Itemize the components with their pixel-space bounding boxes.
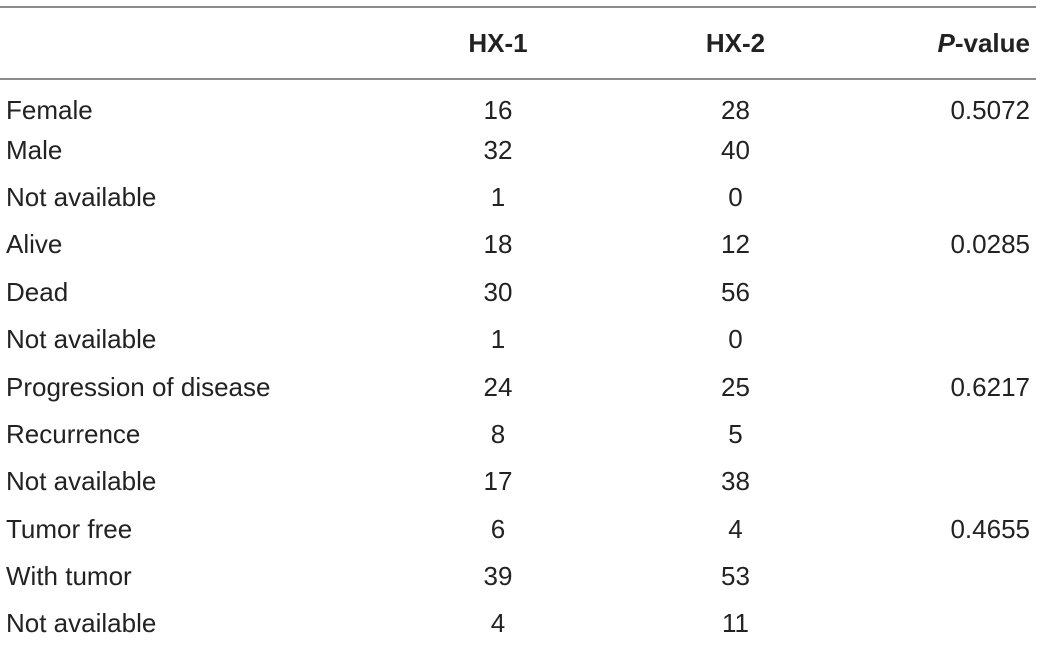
table-body: [0, 79, 1036, 648]
row-p-value: 0.4655: [950, 513, 1030, 544]
header-label: [0, 7, 378, 79]
row-p-value: [853, 174, 1036, 221]
row-hx1-value: 16: [483, 94, 513, 125]
row-hx1-value: 4: [490, 608, 506, 639]
table-row: [0, 600, 1036, 647]
row-hx1-value: 24: [483, 371, 513, 402]
row-p-value: 0.0285: [950, 229, 1030, 260]
row-hx2-value: 5: [728, 418, 743, 449]
table-row: [0, 174, 1036, 221]
row-hx1-value: 17: [483, 466, 513, 497]
row-p-value: 0.6217: [950, 371, 1030, 402]
row-hx2-value: 0: [728, 324, 743, 355]
row-label: Recurrence: [6, 418, 141, 449]
row-label: Tumor free: [6, 513, 133, 544]
row-hx2-value: 11: [722, 608, 749, 639]
row-label: Male: [6, 134, 63, 165]
row-label: Not available: [6, 608, 157, 639]
row-hx2-value: 40: [721, 134, 750, 165]
table-row: [0, 411, 1036, 458]
table-row: [0, 79, 1036, 126]
row-p-value: [853, 126, 1036, 173]
row-hx2-value: 4: [728, 513, 743, 544]
row-hx1-value: 18: [483, 229, 513, 260]
table-row: [0, 126, 1036, 173]
row-label: Not available: [6, 181, 157, 212]
table-row: [0, 553, 1036, 600]
table-row: [0, 506, 1036, 553]
row-p-value: [853, 458, 1036, 505]
header-p-rest: -value: [954, 27, 1030, 58]
row-label: Female: [6, 94, 93, 125]
row-hx2-value: 38: [721, 466, 750, 497]
header-p-italic: P: [937, 27, 955, 58]
table-row: [0, 458, 1036, 505]
table-row: [0, 363, 1036, 410]
row-label: Not available: [6, 466, 157, 497]
row-label: Progression of disease: [6, 371, 271, 402]
row-hx2-value: 0: [728, 181, 743, 212]
table-row: [0, 316, 1036, 363]
row-p-value: [853, 411, 1036, 458]
row-p-value: 0.5072: [950, 94, 1030, 125]
row-label: Not available: [6, 324, 157, 355]
row-hx2-value: 28: [721, 94, 750, 125]
row-p-value: [853, 600, 1036, 647]
table-row: [0, 269, 1036, 316]
row-hx2-value: 53: [721, 561, 750, 592]
row-hx1-value: 32: [483, 134, 513, 165]
header-p-value: [853, 7, 1036, 79]
row-label: Alive: [6, 229, 63, 260]
table-row: [0, 221, 1036, 268]
row-hx1-value: 6: [490, 513, 506, 544]
row-hx1-value: 30: [483, 276, 513, 307]
row-label: With tumor: [6, 561, 132, 592]
header-row: [0, 7, 1036, 79]
table-header: [0, 7, 1036, 79]
clinical-table: [0, 6, 1036, 648]
row-p-value: [853, 316, 1036, 363]
row-hx1-value: 39: [483, 561, 513, 592]
row-hx1-value: 1: [490, 324, 506, 355]
row-hx2-value: 56: [721, 276, 750, 307]
row-hx2-value: 25: [721, 371, 750, 402]
header-hx1: HX-1: [378, 7, 618, 79]
row-label: Dead: [6, 276, 69, 307]
row-p-value: [853, 553, 1036, 600]
row-hx2-value: 12: [721, 229, 750, 260]
row-hx1-value: 8: [490, 418, 506, 449]
header-hx2: HX-2: [618, 7, 853, 79]
row-p-value: [853, 269, 1036, 316]
row-hx1-value: 1: [490, 181, 506, 212]
